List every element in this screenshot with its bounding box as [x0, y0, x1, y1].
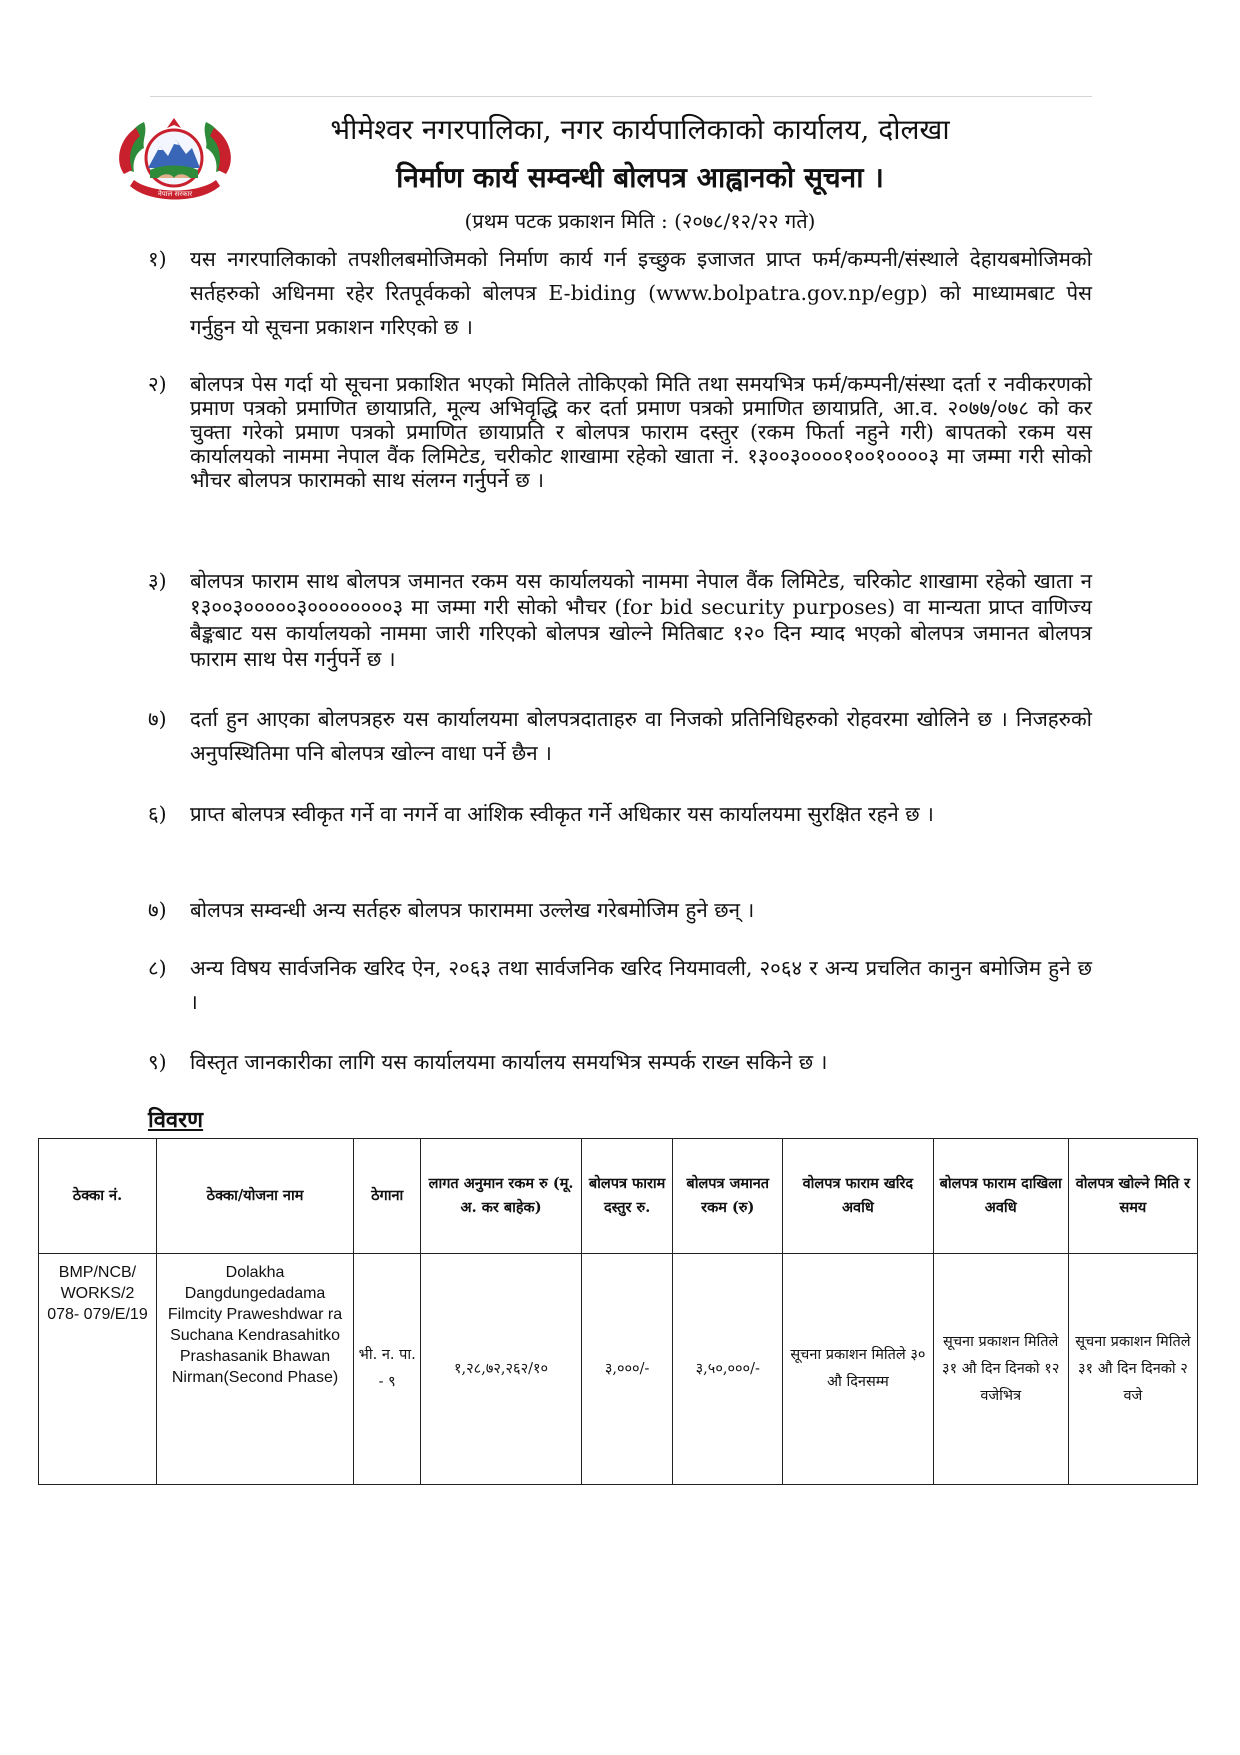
cell-cost-estimate: १,२८,७२,२६२/१० [421, 1254, 582, 1485]
table-header-row [39, 1139, 1198, 1254]
clause-number: ७) [148, 898, 167, 922]
clause-text: यस नगरपालिकाको तपशीलबमोजिमको निर्माण कार्य गर्न इच्छुक इजाजत प्राप्त फर्म/कम्पनी/संस्थाले देहायबमोजिमको सर्तहरुको अधिनमा रहेर रितपूर्वकको बोलपत्र E-biding (www.bolpatra.gov.np/egp) को माध्यामबाट पेस गर्नुहुन यो सूचना प्रकाशन गरिएको छ । [190, 247, 1092, 339]
clause-5 [148, 797, 1092, 869]
office-name: भीमेश्वर नगरपालिका, नगर कार्यपालिकाको कार्यालय, दोलखा [330, 113, 950, 146]
clause-1 [148, 242, 1092, 352]
cell-form-fee: ३,०००/- [581, 1254, 673, 1485]
clause-text: बोलपत्र सम्वन्धी अन्य सर्तहरु बोलपत्र फाराममा उल्लेख गरेबमोजिम हुने छन् । [190, 898, 755, 922]
clause-number: ६) [148, 802, 167, 826]
clause-7 [148, 951, 1092, 1023]
clause-2 [148, 372, 1092, 522]
header-project-name: ठेक्का/योजना नाम [156, 1139, 353, 1254]
publish-date: (प्रथम पटक प्रकाशन मिति : (२०७८/१२/२२ गते) [464, 209, 816, 233]
header-purchase-period: वोलपत्र फाराम खरिद अवधि [783, 1139, 933, 1254]
clause-text: बोलपत्र फाराम साथ बोलपत्र जमानत रकम यस कार्यालयको नाममा नेपाल वैंक लिमिटेड, चरिकोट शाखामा रहेको खाता न १३००३०००००३००००००००३ मा जम्मा गरी सोको भौचर (for bid security purposes) वा मान्यता प्राप्त वाणिज्य बैङ्कबाट यस कार्यालयको नाममा जारी गरिएको बोलपत्र खोल्ने मितिबाट १२० दिन म्याद भएको बोलपत्र जमानत बोलपत्र फाराम साथ पेस गर्नुपर्ने छ । [190, 569, 1092, 671]
header-cost-estimate: लागत अनुमान रकम रु (मू. अ. कर बाहेक) [421, 1139, 582, 1254]
cell-opening-date: सूचना प्रकाशन मितिले ३१ औ दिन दिनको २ वजे [1068, 1254, 1197, 1485]
notice-title: निर्माण कार्य सम्वन्धी बोलपत्र आह्वानको सूचना । [396, 161, 884, 194]
header-contract-no: ठेक्का नं. [39, 1139, 157, 1254]
header-bid-security: बोलपत्र जमानत रकम (रु) [673, 1139, 783, 1254]
clause-text: बोलपत्र पेस गर्दा यो सूचना प्रकाशित भएको मितिले तोकिएको मिति तथा समयभित्र फर्म/कम्पनी/संस्था दर्ता र नवीकरणको प्रमाण पत्रको प्रमाणित छायाप्रति, मूल्य अभिवृद्धि कर दर्ता प्रमाण पत्रको प्रमाणित छायाप्रति, आ.व. २०७७/०७८ को कर चुक्ता गरेको प्रमाण पत्रको प्रमाणित छायाप्रति र बोलपत्र फाराम दस्तुर (रकम फिर्ता नहुने गरी) बापतको रकम यस कार्यालयको नाममा नेपाल वैंक लिमिटेड, चरीकोट शाखामा रहेको खाता नं. १३००३००००१००१००००३ मा जम्मा गरी सोको भौचर बोलपत्र फारामको साथ संलग्न गर्नुपर्ने छ । [190, 372, 1092, 492]
top-divider [150, 96, 1092, 97]
table-row [39, 1254, 1198, 1485]
clause-3 [148, 568, 1092, 698]
clause-number: ८) [148, 956, 167, 980]
clause-number: १) [148, 247, 167, 271]
details-heading: विवरण [148, 1107, 204, 1133]
clause-text: अन्य विषय सार्वजनिक खरिद ऐन, २०६३ तथा सार्वजनिक खरिद नियमावली, २०६४ र अन्य प्रचलित कानुन बमोजिम हुने छ । [190, 956, 1092, 1014]
cell-bid-security: ३,५०,०००/- [673, 1254, 783, 1485]
nepal-government-emblem-icon [114, 112, 236, 212]
svg-text:नेपाल सरकार: नेपाल सरकार [157, 190, 193, 198]
header-address: ठेगाना [354, 1139, 421, 1254]
cell-contract-no: BMP/NCB/ WORKS/2 078- 079/E/19 [39, 1254, 157, 1485]
clause-6 [148, 893, 1092, 929]
cell-address: भी. न. पा. - ९ [354, 1254, 421, 1485]
clause-8 [148, 1045, 1092, 1081]
clause-number: ३) [148, 569, 167, 593]
cell-purchase-period: सूचना प्रकाशन मितिले ३० औ दिनसम्म [783, 1254, 933, 1485]
cell-submission-period: सूचना प्रकाशन मितिले ३१ औ दिन दिनको १२ वजेभित्र [933, 1254, 1068, 1485]
contract-details-table [38, 1138, 1198, 1485]
cell-project-name: Dolakha Dangdungedadama Filmcity Praweshdwar ra Suchana Kendrasahitko Prashasanik Bhawan Nirman(Second Phase) [156, 1254, 353, 1485]
clause-text: प्राप्त बोलपत्र स्वीकृत गर्ने वा नगर्ने वा आंशिक स्वीकृत गर्ने अधिकार यस कार्यालयमा सुरक्षित रहने छ । [190, 802, 934, 826]
header-form-fee: बोलपत्र फाराम दस्तुर रु. [581, 1139, 673, 1254]
clause-number: ७) [148, 707, 167, 731]
clause-number: २) [148, 372, 167, 396]
clause-text: विस्तृत जानकारीका लागि यस कार्यालयमा कार्यालय समयभित्र सम्पर्क राख्न सकिने छ । [190, 1050, 828, 1074]
clause-number: ९) [148, 1050, 167, 1074]
clause-4 [148, 702, 1092, 774]
header-opening-date: वोलपत्र खोल्ने मिति र समय [1068, 1139, 1197, 1254]
clause-text: दर्ता हुन आएका बोलपत्रहरु यस कार्यालयमा बोलपत्रदाताहरु वा निजको प्रतिनिधिहरुको रोहवरमा खोलिने छ । निजहरुको अनुपस्थितिमा पनि बोलपत्र खोल्न वाधा पर्ने छैन । [190, 707, 1092, 765]
header-submission-period: बोलपत्र फाराम दाखिला अवधि [933, 1139, 1068, 1254]
